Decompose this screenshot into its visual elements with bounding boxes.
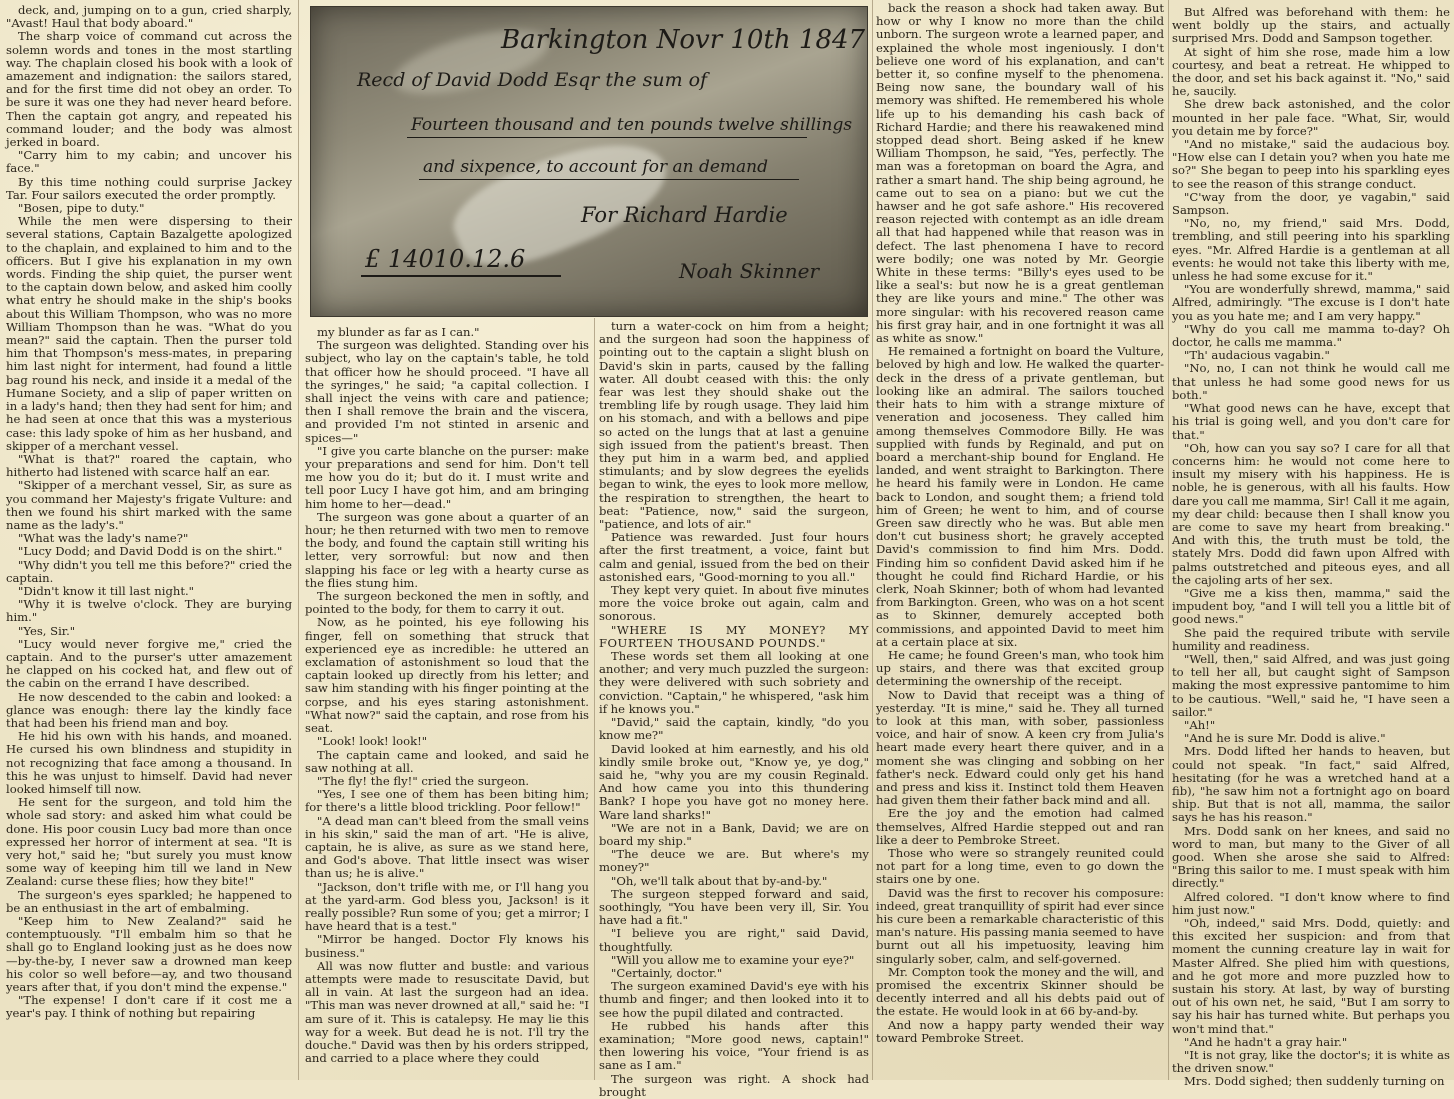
text-column-3 — [599, 319, 869, 1099]
paragraph: "And he hadn't a gray hair." — [1184, 1034, 1348, 1049]
paragraph: The surgeon was delighted. Standing over his subject, who lay on the captain's table, he told that officer how he should proceed. "I have all the syringes," he said; "a capital collection. I shall inject the veins with care and patience; then I shall remove the brain and the viscera, and provided I'm not stinted in arsenic and spices—" — [305, 338, 589, 445]
paragraph: "Ah!" — [1184, 717, 1216, 732]
paragraph: "Jackson, don't trifle with me, or I'll hang you at the yard-arm. God bless you, Jackson! is it really possible? Run some of you; get a mirror; I have heard that is a test." — [305, 879, 589, 934]
paragraph: "Well, then," said Alfred, and was just going to tell her all, but caught sight of Sampson making the most expressive pantomime to him to be cautious. "Well," said he, "I have seen a sailor." — [1172, 651, 1450, 719]
paragraph: Alfred colored. "I don't know where to find him just now." — [1172, 889, 1450, 917]
paragraph: "A dead man can't bleed from the small veins in his skin," said the man of art. "He is alive, captain, he is alive, as sure as we stand here, and God's above. That little insect was wiser than us; he is alive." — [305, 813, 589, 881]
paragraph: "Bosen, pipe to duty." — [18, 201, 145, 216]
receipt-line-3: and sixpence, to account for an demand — [423, 157, 768, 177]
paragraph: "Will you allow me to examine your eye?" — [611, 952, 855, 967]
paragraph: By this time nothing could surprise Jackey Tar. Four sailors executed the order promptly. — [6, 174, 292, 202]
paragraph: "It is not gray, like the doctor's; it is white as the driven snow." — [1172, 1048, 1450, 1076]
text-column-2 — [305, 326, 589, 1076]
paragraph: "Oh, we'll talk about that by-and-by." — [611, 873, 828, 888]
paragraph: The surgeon was gone about a quarter of an hour; he then returned with two men to remove the body, and found the captain still writing his letter, very sorrowful: but now and then slapping his face or leg with a hearty curse as the flies stung him. — [305, 509, 589, 590]
paragraph: These words set them all looking at one another; and very much puzzled the surgeon: they were delivered with such sobriety and conviction. "Captain," he whispered, "ask him if he knows you." — [599, 649, 869, 716]
paragraph: He came; he found Green's man, who took him up stairs, and there was that excited group determining the ownership of the receipt. — [876, 647, 1164, 689]
paragraph: my blunder as far as I can." — [317, 325, 480, 339]
paragraph: They kept very quiet. In about five minutes more the voice broke out again, calm and sonorous. — [599, 583, 869, 624]
paragraph: back the reason a shock had taken away. But how or why I know no more than the child unborn. The surgeon wrote a learned paper, and explained the whole most ingeniously. I don't believe one word of his explanation, and can't better it, so confine myself to the phenomena. Being now sane, the boundary wall of his memory was shifted. He remembered his whole life up to his demanding his cash back of Richard Hardie; and there his reawakened mind stopped dead short. Being asked if he knew William Thompson, he said, "Yes, perfectly. The man was a foretopman on board the Agra, and rather a smart hand. The ship being aground, he came out to sea on a piano: but we cut the hawser and he got safe ashore." His recovered reason rejected with contempt as an idle dream all that had happened while that reason was in defect. The last phenomena I have to record were bodily; one was noted by Mr. Georgie White in these terms: "Billy's eyes used to be like a seal's: but now he is a great gentleman they are like yours and mine." The other was more singular: with his recovered reason came his first gray hair, and in one fortnight it was all as white as snow." — [876, 1, 1164, 346]
column-rule — [298, 0, 299, 1080]
paragraph: The surgeon's eyes sparkled; he happened to be an enthusiast in the art of embalming. — [6, 887, 292, 915]
paragraph: The surgeon beckoned the men in softly, and pointed to the body, for them to carry it out. — [305, 589, 589, 617]
paragraph: David looked at him earnestly, and his old kindly smile broke out, "Know ye, ye dog," said he, "why you are my cousin Reginald. And how came you into this thundering Bank? I hope you have got no money here. Ware land sharks!" — [599, 741, 869, 822]
paragraph: "You are wonderfully shrewd, mamma," said Alfred, admiringly. "The excuse is I don't hate you as you hate me; and I am very happy." — [1172, 282, 1450, 323]
paragraph: "And he is sure Mr. Dodd is alive." — [1184, 731, 1386, 746]
paragraph: While the men were dispersing to their several stations, Captain Bazalgette apologized to the chaplain, and explained to him and to the officers. But I give his explanation in my own words. Finding the ship quiet, the purser went to the captain down below, and asked him coolly what entry he should make in the ship's books about this William Thompson, who was no more William Thompson than he was. "What do you mean?" said the captain. Then the purser told him that Thompson's mess-mates, in preparing him last night for interment, had found a little bag round his neck, and inside it a medal of the Humane Society, and a slip of paper written on in a lady's hand; then they had sent for him; and he had seen at once that this was a mysterious case: this lady spoke of him as her husband, and skipper of a merchant vessel. — [6, 214, 292, 453]
paragraph: "Give me a kiss then, mamma," said the impudent boy, "and I will tell you a little bit of good news." — [1172, 585, 1450, 627]
paragraph: "No, no, I can not think he would call me that unless he had some good news for us both." — [1172, 361, 1450, 402]
paragraph: And now a happy party wended their way toward Pembroke Street. — [876, 1017, 1164, 1045]
paragraph: Mr. Compton took the money and the will, and promised the excentrix Skinner should be decently interred and all his debts paid out of the estate. He would look in at 66 by-and-by. — [876, 964, 1164, 1019]
paragraph: "The fly! the fly!" cried the surgeon. — [317, 773, 530, 788]
paragraph: Now to David that receipt was a thing of yesterday. "It is mine," said he. They all turned to look at this man, with sober, passionless voice, and hair of snow. A keen cry from Julia's heart made every heart there quiver, and in a moment she was clinging and sobbing on her father's neck. Edward could only get his hand and press and kiss it. Instinct told them Heaven had given them their father back mind and all. — [876, 687, 1164, 808]
paragraph: "What was the lady's name?" — [18, 531, 189, 546]
receipt-signature-skinner: Noah Skinner — [679, 259, 820, 283]
paragraph: Those who were so strangely reunited could not part for a long time, even to go down the stairs one by one. — [876, 846, 1164, 887]
paragraph: The captain came and looked, and said he saw nothing at all. — [305, 747, 589, 775]
paragraph: The surgeon stepped forward and said, soothingly, "You have been very ill, Sir. You have had a fit." — [599, 886, 869, 928]
paragraph: Ere the joy and the emotion had calmed themselves, Alfred Hardie stepped out and ran like a deer to Pembroke Street. — [876, 806, 1164, 847]
paragraph: "The expense! I don't care if it cost me a year's pay. I think of nothing but repairing — [6, 993, 292, 1021]
paragraph: He hid his own with his hands, and moaned. He cursed his own blindness and stupidity in not recognizing that face among a thousand. In this he was unjust to himself. David had never looked himself till now. — [6, 729, 292, 796]
paragraph: But Alfred was beforehand with them: he went boldly up the stairs, and actually surprised Mrs. Dodd and Sampson together. — [1172, 5, 1450, 46]
column-rule — [1168, 0, 1169, 1080]
paragraph: The sharp voice of command cut across the solemn words and tones in the most startling way. The chaplain closed his book with a look of amazement and indignation: the sailors stared, and for the first time did not obey an order. To be sure it was one they had never heard before. Then the captain got angry, and repeated his command louder; and the body was almost jerked in board. — [6, 29, 292, 150]
paragraph: "Certainly, doctor." — [611, 965, 723, 980]
paragraph: "C'way from the door, ye vagabin," said Sampson. — [1172, 189, 1450, 218]
paragraph: David was the first to recover his composure: indeed, great tranquillity of spirit had ever since his cure been a remarkable characteristic of this man's nature. His passing mania seemed to have burnt out all his impetuosity, leaving him singularly sober, calm, and self-governed. — [876, 885, 1164, 966]
paragraph: She paid the required tribute with servile humility and readiness. — [1172, 625, 1450, 653]
paragraph: "We are not in a Bank, David; we are on board my ship." — [599, 820, 869, 848]
receipt-illustration — [310, 6, 868, 317]
paragraph: "What is that?" roared the captain, who hitherto had listened with scarce half an ear. — [6, 451, 292, 480]
paragraph: He now descended to the cabin and looked: a glance was enough: there lay the kindly face that had been his friend man and boy. — [6, 689, 292, 730]
receipt-line-1: Recd of David Dodd Esqr the sum of — [357, 69, 708, 91]
paragraph: "Didn't know it till last night." — [18, 583, 195, 598]
paragraph: "Yes, I see one of them has been biting him; for there's a little blood trickling. Poor fellow!" — [305, 787, 589, 815]
paragraph: "Oh, indeed," said Mrs. Dodd, quietly: and this excited her suspicion: and from that moment the cunning creature lay in wait for Master Alfred. She plied him with questions, and he got more and more puzzled how to sustain his story. At last, by way of bursting out of his own net, he said, "But I am sorry to say his hair has turned white. But perhaps you won't mind that." — [1172, 916, 1450, 1036]
paragraph: "Look! look! look!" — [317, 734, 428, 749]
paragraph: turn a water-cock on him from a height; and the surgeon had soon the happiness of pointing out to the captain a slight blush on David's skin in parts, caused by the falling water. All doubt ceased with this: the only fear was lest they should shake out the trembling life by rough usage. They laid him on his stomach, and with a bellows and pipe so acted on the lungs that at last a genuine sigh issued from the patient's breast. Then they put him in a warm bed, and applied stimulants; and by slow degrees the eyelids began to wink, the eyes to look more mellow, the respiration to strengthen, the heart to beat: "Patience, now," said the surgeon, "patience, and lots of air." — [599, 319, 869, 532]
receipt-line-2: Fourteen thousand and ten pounds twelve shillings — [411, 115, 853, 135]
paragraph: Now, as he pointed, his eye following his finger, fell on something that struck that experienced eye as incredible: he uttered an exclamation of astonishment so loud that the captain looked up directly from his letter; and saw him standing with his finger pointing at the corpse, and his eyes staring astonishment. "What now?" said the captain, and rose from his seat. — [305, 615, 589, 736]
paragraph: She drew back astonished, and the color mounted in her pale face. "What, Sir, would you detain me by force?" — [1172, 97, 1450, 138]
paragraph: "What good news can he have, except that his trial is going well, and you don't care for that." — [1172, 401, 1450, 442]
text-column-1 — [6, 4, 292, 1076]
paragraph: The surgeon was right. A shock had brought — [599, 1071, 869, 1099]
paragraph: "Yes, Sir." — [18, 623, 76, 638]
paragraph: "Th' audacious vagabin." — [1184, 348, 1330, 363]
paragraph: Mrs. Dodd sank on her knees, and said no word to man, but many to the Giver of all good. When she arose she said to Alfred: "Bring this sailor to me. I must speak with him directly." — [1172, 823, 1450, 891]
paragraph: "No, no, my friend," said Mrs. Dodd, trembling, and still peering into his sparkling eyes. "Mr. Alfred Hardie is a gentleman at all events: he would not take this liberty with me, unless he had some excuse for it." — [1172, 216, 1450, 284]
paragraph: "I believe you are right," said David, thoughtfully. — [599, 926, 869, 954]
paragraph: "David," said the captain, kindly, "do you know me?" — [599, 715, 869, 743]
paragraph: "Mirror be hanged. Doctor Fly knows his business." — [305, 932, 589, 960]
paragraph: "I give you carte blanche on the purser: make your preparations and send for him. Don't tell me how you do it; but do it. I must write and tell poor Lucy I have got him, and am bringing him home to her—dead." — [305, 443, 589, 511]
paragraph: Mrs. Dodd lifted her hands to heaven, but could not speak. "In fact," said Alfred, hesitating (for he was a wretched hand at a fib), "he saw him not a fortnight ago on board ship. But that is not all, mamma, the sailor says he has his reason." — [1172, 744, 1450, 825]
paragraph: Patience was rewarded. Just four hours after the first treatment, a voice, faint but calm and genial, issued from the bed on their astonished ears, "Good-morning to you all." — [599, 530, 869, 584]
paragraph: Mrs. Dodd sighed; then suddenly turning on — [1184, 1074, 1445, 1089]
paragraph: "The deuce we are. But where's my money?" — [599, 847, 869, 875]
receipt-amount: £ 14010.12.6 — [365, 245, 526, 273]
paragraph: At sight of him she rose, made him a low courtesy, and beat a retreat. He whipped to the door, and set his back against it. "No," said he, saucily. — [1172, 44, 1450, 99]
paragraph: "Lucy would never forgive me," cried the captain. And to the purser's utter amazement he clapped on his cocked hat, and flew out of the cabin on the errand I have described. — [6, 636, 292, 691]
paragraph: deck, and, jumping on to a gun, cried sharply, "Avast! Haul that body aboard." — [6, 3, 292, 31]
column-rule — [594, 318, 595, 1080]
paragraph: He remained a fortnight on board the Vulture, beloved by high and low. He walked the quarter-deck in the dress of a private gentleman, but looking like an admiral. The sailors touched their hats to him with a strange mixture of veneration and jocoseness. They called him among themselves Commodore Billy. He was supplied with funds by Reginald, and put on board a merchant-ship bound for England. He landed, and went straight to Barkington. There he heard his family were in London. He came back to London, and sought them; a friend told him of Green; he went to him, and of course Green saw directly who he was. But able men don't cut business short; he gravely accepted David's commission to find him Mrs. Dodd. Finding him so confident David asked him if he thought he could find Richard Hardie, or his clerk, Noah Skinner; both of whom had levanted from Barkington. Green, who was on a hot scent as to Skinner, demurely accepted both commissions, and appointed David to meet him at a certain place at six. — [876, 344, 1164, 649]
paragraph: "And no mistake," said the audacious boy. "How else can I detain you? when you hate me so?" She began to peep into his sparkling eyes to see the reason of this strange conduct. — [1172, 137, 1450, 191]
text-column-5 — [1172, 5, 1450, 1089]
paragraph: "WHERE IS MY MONEY? MY FOURTEEN THOUSAND POUNDS." — [599, 622, 869, 650]
paragraph: All was now flutter and bustle: and various attempts were made to resuscitate David, but all in vain. At last the surgeon had an idea. "This man was never drowned at all," said he: "I am sure of it. This is catalepsy. He may lie this way for a week. But dead he is not. I'll try the douche." David was then by his orders stripped, and carried to a place where they could — [305, 958, 589, 1066]
paragraph: "Carry him to my cabin; and uncover his face." — [6, 148, 292, 176]
paragraph: "Keep him to New Zealand?" said he contemptuously. "I'll embalm him so that he shall go to England looking just as he does now—by-the-by, I never saw a drowned man keep his color so well before—ay, and two thousand years after that, if you don't mind the expense." — [6, 914, 292, 995]
paragraph: He sent for the surgeon, and told him the whole sad story: and asked him what could be done. His poor cousin Lucy bad more than once expressed her horror of interment at sea. "It is very hot," said he; "but surely you must know some way of keeping him till we land in New Zealand: curse these flies; how they bite!" — [6, 795, 292, 889]
paragraph: "Why it is twelve o'clock. They are burying him." — [6, 597, 292, 625]
column-rule — [872, 0, 873, 1080]
receipt-signature-hardie: For Richard Hardie — [581, 203, 788, 227]
paragraph: "Lucy Dodd; and David Dodd is on the shirt." — [18, 544, 283, 559]
paragraph: "Why do you call me mamma to-day? Oh doctor, he calls me mamma." — [1172, 321, 1450, 350]
receipt-date: Barkington Novr 10th 1847 — [501, 25, 866, 55]
paragraph: "Oh, how can you say so? I care for all that concerns him: he would not come here to insult my misery with his happiness. He is noble, he is generous, with all his faults. How dare you call me mamma, Sir! Call it me again, my dear child: because then I shall know you are come to save my heart from breaking." And with this, the truth must be told, the stately Mrs. Dodd did fawn upon Alfred with palms outstretched and piteous eyes, and all the cajoling arts of her sex. — [1172, 440, 1450, 587]
paragraph: "Why didn't you tell me this before?" cried the captain. — [6, 557, 292, 585]
paragraph: He rubbed his hands after this examination; "More good news, captain!" then lowering his voice, "Your friend is as sane as I am." — [599, 1018, 869, 1073]
paragraph: The surgeon examined David's eye with his thumb and finger; and then looked into it to see how the pupil dilated and contracted. — [599, 979, 869, 1020]
paragraph: "Skipper of a merchant vessel, Sir, as sure as you command her Majesty's frigate Vulture: and then we found his shirt marked with the same name as the lady's." — [6, 478, 292, 532]
text-column-4 — [876, 2, 1164, 1076]
